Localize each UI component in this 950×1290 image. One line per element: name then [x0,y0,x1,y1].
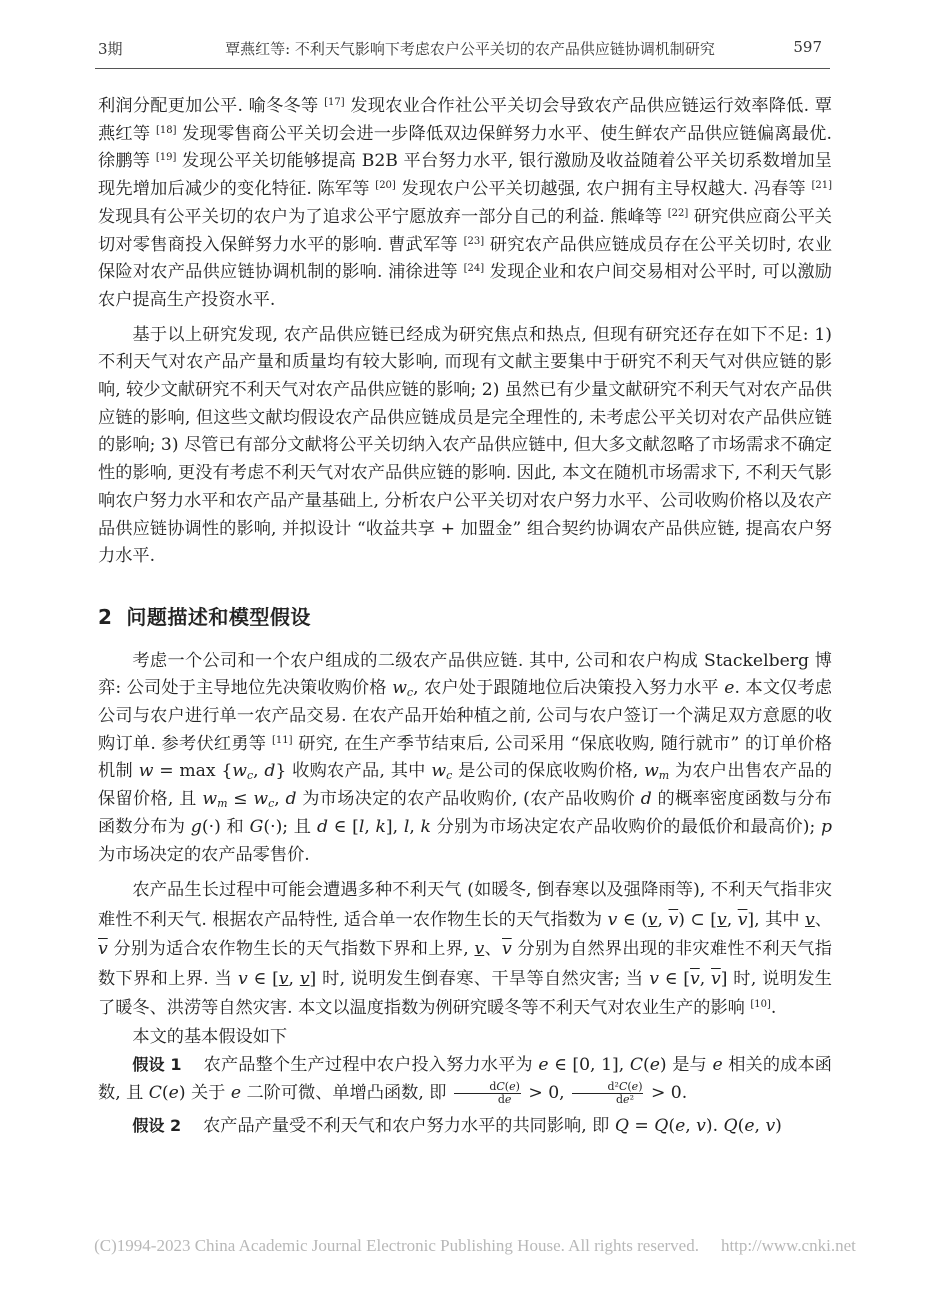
math-v-low: v ∈ [v, v] [237,968,317,989]
math-e: e [230,1083,242,1104]
math-v-extreme: v、$\overline{v}$ [474,939,512,960]
math-p: p [821,816,833,837]
paragraph-assumptions-intro: 本文的基本假设如下 [132,1026,288,1047]
math-Ce: C(e) [148,1083,186,1104]
citation[interactable]: [11] [271,734,293,746]
assumption-1: 假设 1 农产品整个生产过程中农户投入努力水平为 e ∈ [0, 1], C(e) 是与 e 相关的成本函数, 且 C(e) 关于 e 二阶可微、单增凸函数, 即 $\frac{dC(e)}{de}$ > 0, $\frac{\text{d²C(e)}}{\text{de²}}$ > 0. [98,1055,832,1107]
math-Q: Q = Q(e, v). Q(e, v) [614,1115,782,1136]
assumption-2: 假设 2 农产品产量受不利天气和农户努力水平的共同影响, 即 Q = Q(e, v). Q(e, v) [132,1115,782,1136]
citation[interactable]: [21] [811,180,832,192]
paragraph-model-setup: 考虑一个公司和一个农户组成的二级农产品供应链. 其中, 公司和农户构成 Stackelberg 博弈: 公司处于主导地位先决策收购价格 $w_c$, 农户处于跟随地位后决策投入努力水平 e. 本文仅考虑公司与农户进行单一农产品交易. 在农产品开始种植之前, 公司与农户签订一个满足双方意愿的收购订单. 参考伏红勇等 [11] 研究, 在生产季节结束后, 公司采用 “保底收购, 随行就市” 的订单价格机制 $w = \max \{w_c$, d} 收购农产品, 其中 $w_c$ 是公司的保底收购价格, $w_m$ 为农户出售农产品的保留价格, 且 $w_m \le w_c$, d 为市场决定的农产品收购价, (农产品收购价 d 的概率密度函数与分布函数分布为 g(·) 和 G(·); 且 d ∈ [l, k], l, k 分别为市场决定农产品收购价的最低价和最高价); p 为市场决定的农产品零售价. [98,650,833,865]
math-wc: $w_c$ [392,678,414,700]
math-d-range: d ∈ [l, k], l, k [316,816,431,837]
citation[interactable]: [20] [375,180,396,192]
math-wc: $w_c$ [431,761,453,783]
math-wm-le-wc: $w_m \le w_c$, d [202,789,297,811]
paragraph-literature: 利润分配更加公平. 喻冬冬等 [17] 发现农业合作社公平关切会导致农产品供应链运行效率降低. 覃燕红等 [18] 发现零售商公平关切会进一步降低双边保鲜努力水平、使生鲜农产品供应链偏离最优. 徐鹏等 [19] 发现公平关切能够提高 B2B 平台努力水平, 银行激励及收益随着公平关切系数增加呈现先增加后减少的变化特征. 陈军等 [20] 发现农户公平关切越强, 农户拥有主导权越大. 冯春等 [21] 发现具有公平关切的农户为了追求公平宁愿放弃一部分自己的利益. 熊峰等 [22] 研究供应商公平关切对零售商投入保鲜努力水平的影响. 曹武军等 [23] 研究农产品供应链成员存在公平关切时, 农业保险对农产品供应链协调机制的影响. 浦徐进等 [24] 发现企业和农户间交易相对公平时, 可以激励农户提高生产投资水平. [98,96,832,310]
citation[interactable]: [17] [324,97,345,108]
math-derivative-conditions: $\frac{dC(e)}{de}$ > 0, $\frac{\text{d²C(e)}}{\text{de²}}$ > 0. [452,1083,687,1103]
citation[interactable]: [24] [463,263,485,275]
citation[interactable]: [19] [155,152,177,164]
citation[interactable]: [22] [667,207,689,219]
assumption-label: 假设 1 [132,1055,182,1075]
citation[interactable]: [10] [750,999,771,1011]
page-number: 597 [793,38,822,56]
paragraph-research-gaps: 基于以上研究发现, 农产品供应链已经成为研究焦点和热点, 但现有研究还存在如下不足: 1) 不利天气对农产品产量和质量均有较大影响, 而现有文献主要集中于研究不利天气对供应链的影响, 较少文献研究不利天气对农产品供应链的影响; 2) 虽然已有少量文献研究不利天气对农产品供应链的影响, 但这些文献均假设农产品供应链成员是完全理性的, 未考虑公平关切对农产品供应链的影响; 3) 尽管已有部分文献将公平关切纳入农产品供应链中, 但大多文献忽略了市场需求不确定性的影响, 更没有考虑不利天气对农产品供应链的影响. 因此, 本文在随机市场需求下, 不利天气影响农户努力水平和农产品产量基础上, 分析农户公平关切对农户努力水平、公司收购价格以及农产品供应链协调性的影响, 并拟设计 “收益共享 + 加盟金” 组合契约协调农产品供应链, 提高农户努力水平. [98,324,832,567]
copyright-text: (C)1994-2023 China Academic Journal Electronic Publishing House. All rights reserved. [94,1236,699,1255]
math-d: d [640,789,652,810]
footer-url[interactable]: http://www.cnki.net [720,1236,856,1255]
math-v-bounds: v、$\overline{v}$ [98,909,832,960]
assumption-label: 假设 2 [132,1115,182,1135]
citation[interactable]: [18] [155,124,177,136]
section-number: 2 [98,604,113,629]
section-heading [98,604,832,632]
math-e: e [712,1055,723,1076]
math-G: G(·) [249,816,283,837]
section-title: 问题描述和模型假设 [126,604,311,629]
math-e: e [724,678,735,699]
math-g: g(·) [190,816,221,837]
running-title: 覃燕红等: 不利天气影响下考虑农户公平关切的农产品供应链协调机制研究 [225,40,715,58]
math-v-range: v ∈ (v, $\overline{v}$) ⊂ [v, $\overline{v}$] [607,909,755,930]
header-rule [95,68,830,69]
copyright-footer [0,1236,950,1256]
issue-number: 3期 [98,40,123,58]
running-header [98,38,822,64]
citation[interactable]: [23] [463,235,485,247]
math-wm: $w_m$ [644,761,670,783]
math-w-max: $w = \max \{w_c$, d} [138,761,287,783]
paragraph-weather: 农产品生长过程中可能会遭遇多种不利天气 (如暖冬, 倒春寒以及强降雨等), 不利天气指非灾难性不利天气. 根据农产品特性, 适合单一农作物生长的天气指数为 v ∈ (v, $\overline{v}$) ⊂ [v, $\overline{v}$], 其中 v、$\overline{v}$ 分别为适合农作物生长的天气指数下界和上界, v、$\overline{v}$ 分别为自然界出现的非灾难性不利天气指数下界和上界. 当 v ∈ [v, v] 时, 说明发生倒春寒、干旱等自然灾害; 当 v ∈ [$\overline{v}$, $\overline{v}$] 时, 说明发生了暖冬、洪涝等自然灾害. 本文以温度指数为例研究暖冬等不利天气对农业生产的影响 [10]. [98,880,832,1019]
math-v-high: v ∈ [$\overline{v}$, $\overline{v}$] [649,968,728,989]
math-e-range: e ∈ [0, 1], C(e) [538,1055,667,1076]
article-body [98,93,832,1141]
